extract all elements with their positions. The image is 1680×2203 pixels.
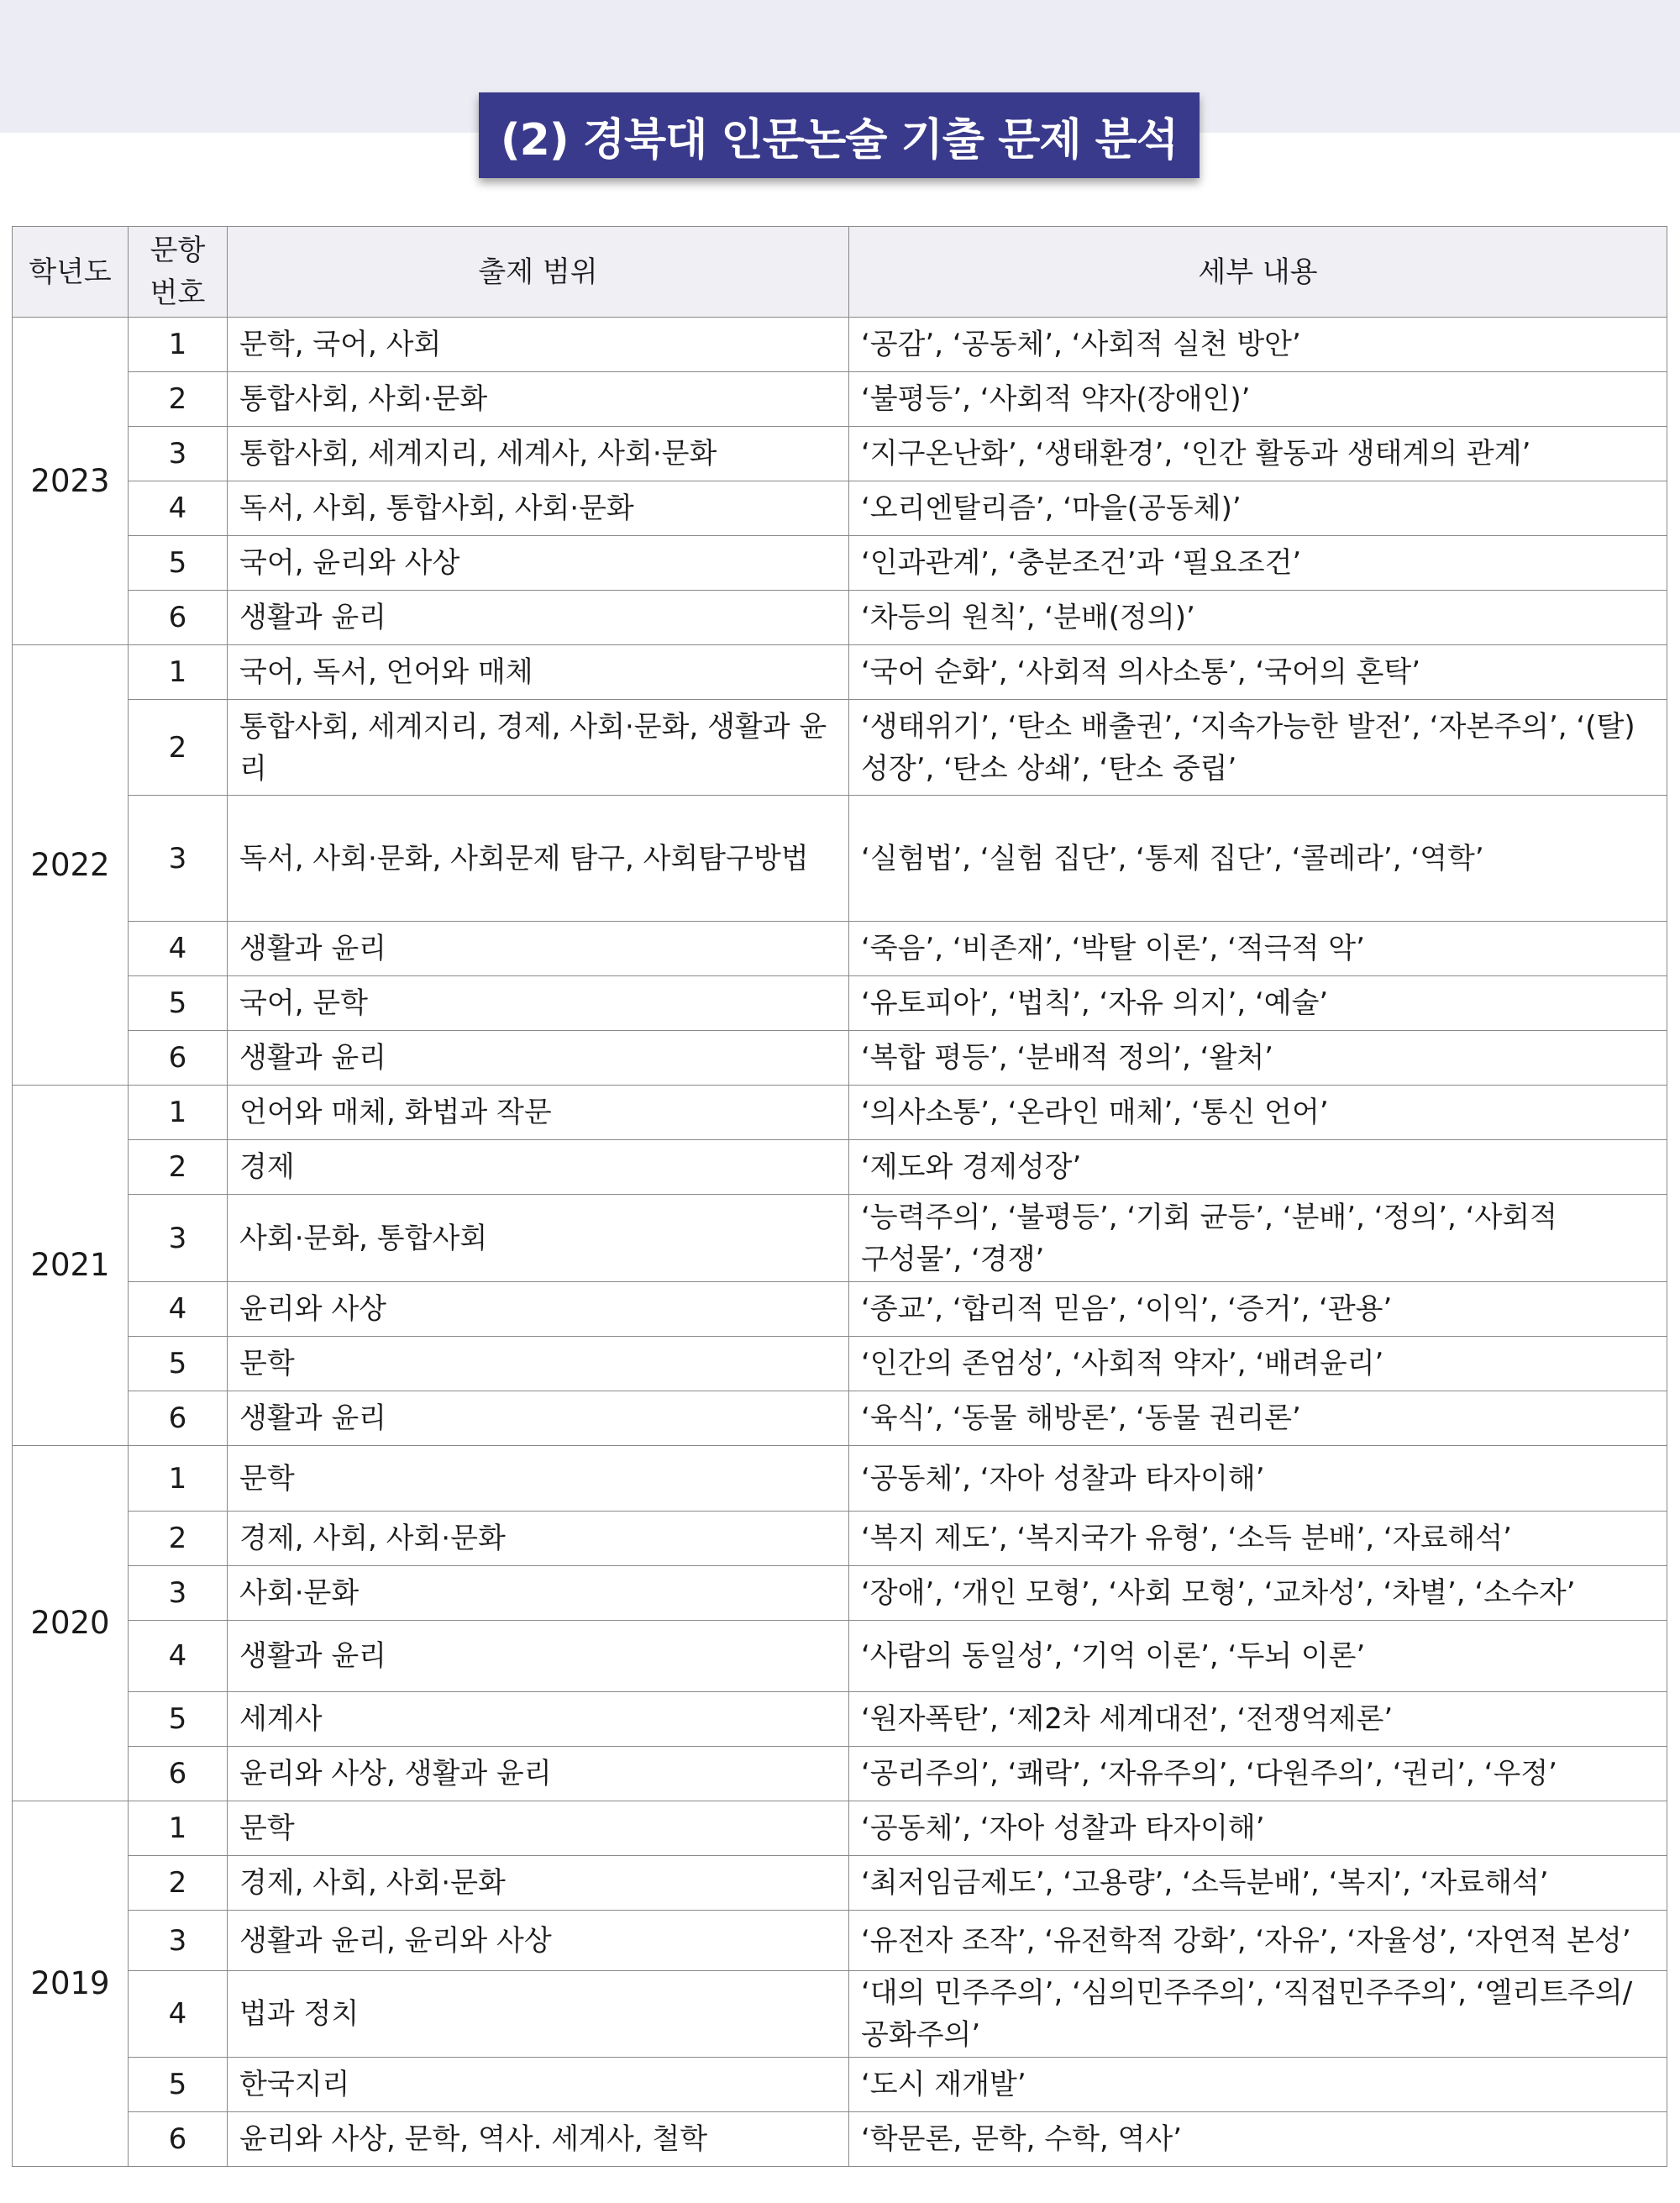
question-number-cell: 6 bbox=[129, 1747, 228, 1801]
table-row bbox=[13, 1566, 1667, 1621]
scope-cell: 한국지리 bbox=[228, 2058, 849, 2112]
detail-cell: ‘죽음’, ‘비존재’, ‘박탈 이론’, ‘적극적 악’ bbox=[849, 922, 1667, 976]
scope-cell: 생활과 윤리 bbox=[228, 1391, 849, 1446]
table-row bbox=[13, 2058, 1667, 2112]
scope-cell: 문학 bbox=[228, 1446, 849, 1512]
table-row bbox=[13, 1692, 1667, 1747]
table-row bbox=[13, 1446, 1667, 1512]
table-row bbox=[13, 1856, 1667, 1911]
header-scope: 출제 범위 bbox=[228, 227, 849, 318]
scope-cell: 생활과 윤리 bbox=[228, 591, 849, 645]
section-title bbox=[479, 92, 1200, 178]
detail-cell: ‘공동체’, ‘자아 성찰과 타자이해’ bbox=[849, 1446, 1667, 1512]
detail-cell: ‘공동체’, ‘자아 성찰과 타자이해’ bbox=[849, 1801, 1667, 1856]
detail-cell: ‘원자폭탄’, ‘제2차 세계대전’, ‘전쟁억제론’ bbox=[849, 1692, 1667, 1747]
detail-cell: ‘차등의 원칙’, ‘분배(정의)’ bbox=[849, 591, 1667, 645]
table-header-row bbox=[13, 227, 1667, 318]
scope-cell: 문학, 국어, 사회 bbox=[228, 318, 849, 372]
scope-cell: 문학 bbox=[228, 1801, 849, 1856]
table-row bbox=[13, 1801, 1667, 1856]
table-row bbox=[13, 1911, 1667, 1971]
scope-cell: 국어, 문학 bbox=[228, 976, 849, 1031]
table-row bbox=[13, 1621, 1667, 1692]
detail-cell: ‘유전자 조작’, ‘유전학적 강화’, ‘자유’, ‘자율성’, ‘자연적 본성’ bbox=[849, 1911, 1667, 1971]
scope-cell: 독서, 사회·문화, 사회문제 탐구, 사회탐구방법 bbox=[228, 796, 849, 922]
detail-cell: ‘생태위기’, ‘탄소 배출권’, ‘지속가능한 발전’, ‘자본주의’, ‘(탈)성장’, ‘탄소 상쇄’, ‘탄소 중립’ bbox=[849, 700, 1667, 796]
question-number-cell: 1 bbox=[129, 1086, 228, 1140]
scope-cell: 통합사회, 사회·문화 bbox=[228, 372, 849, 427]
table-row bbox=[13, 1512, 1667, 1566]
detail-cell: ‘능력주의’, ‘불평등’, ‘기회 균등’, ‘분배’, ‘정의’, ‘사회적 구성물’, ‘경쟁’ bbox=[849, 1195, 1667, 1282]
scope-cell: 독서, 사회, 통합사회, 사회·문화 bbox=[228, 481, 849, 536]
scope-cell: 사회·문화, 통합사회 bbox=[228, 1195, 849, 1282]
question-number-cell: 4 bbox=[129, 1282, 228, 1337]
scope-cell: 윤리와 사상, 문학, 역사. 세계사, 철학 bbox=[228, 2112, 849, 2167]
header-number-line2: 번호 bbox=[150, 276, 206, 310]
year-cell: 2019 bbox=[13, 1801, 129, 2167]
question-number-cell: 2 bbox=[129, 1140, 228, 1195]
detail-cell: ‘공리주의’, ‘쾌락’, ‘자유주의’, ‘다원주의’, ‘권리’, ‘우정’ bbox=[849, 1747, 1667, 1801]
scope-cell: 생활과 윤리 bbox=[228, 922, 849, 976]
table-row bbox=[13, 1391, 1667, 1446]
detail-cell: ‘장애’, ‘개인 모형’, ‘사회 모형’, ‘교차성’, ‘차별’, ‘소수자’ bbox=[849, 1566, 1667, 1621]
detail-cell: ‘공감’, ‘공동체’, ‘사회적 실천 방안’ bbox=[849, 318, 1667, 372]
table-row bbox=[13, 372, 1667, 427]
header-year: 학년도 bbox=[13, 227, 129, 318]
question-number-cell: 4 bbox=[129, 1621, 228, 1692]
question-number-cell: 1 bbox=[129, 1446, 228, 1512]
table-row bbox=[13, 1031, 1667, 1086]
scope-cell: 사회·문화 bbox=[228, 1566, 849, 1621]
question-number-cell: 6 bbox=[129, 2112, 228, 2167]
scope-cell: 문학 bbox=[228, 1337, 849, 1391]
question-number-cell: 6 bbox=[129, 1031, 228, 1086]
question-number-cell: 4 bbox=[129, 1971, 228, 2058]
header-number bbox=[129, 227, 228, 318]
section-title-text: (2) 경북대 인문논술 기출 문제 분석 bbox=[500, 114, 1179, 166]
detail-cell: ‘국어 순화’, ‘사회적 의사소통’, ‘국어의 혼탁’ bbox=[849, 645, 1667, 700]
detail-cell: ‘육식’, ‘동물 해방론’, ‘동물 권리론’ bbox=[849, 1391, 1667, 1446]
detail-cell: ‘불평등’, ‘사회적 약자(장애인)’ bbox=[849, 372, 1667, 427]
detail-cell: ‘복합 평등’, ‘분배적 정의’, ‘왈처’ bbox=[849, 1031, 1667, 1086]
table-row bbox=[13, 1337, 1667, 1391]
detail-cell: ‘제도와 경제성장’ bbox=[849, 1140, 1667, 1195]
detail-cell: ‘유토피아’, ‘법칙’, ‘자유 의지’, ‘예술’ bbox=[849, 976, 1667, 1031]
table-row bbox=[13, 318, 1667, 372]
question-number-cell: 1 bbox=[129, 318, 228, 372]
detail-cell: ‘의사소통’, ‘온라인 매체’, ‘통신 언어’ bbox=[849, 1086, 1667, 1140]
table-row bbox=[13, 1195, 1667, 1282]
question-number-cell: 3 bbox=[129, 427, 228, 481]
question-number-cell: 4 bbox=[129, 481, 228, 536]
table-row bbox=[13, 645, 1667, 700]
question-number-cell: 4 bbox=[129, 922, 228, 976]
question-number-cell: 5 bbox=[129, 1692, 228, 1747]
detail-cell: ‘최저임금제도’, ‘고용량’, ‘소득분배’, ‘복지’, ‘자료해석’ bbox=[849, 1856, 1667, 1911]
question-number-cell: 5 bbox=[129, 536, 228, 591]
table-row bbox=[13, 976, 1667, 1031]
detail-cell: ‘종교’, ‘합리적 믿음’, ‘이익’, ‘증거’, ‘관용’ bbox=[849, 1282, 1667, 1337]
question-number-cell: 3 bbox=[129, 1195, 228, 1282]
table-row bbox=[13, 591, 1667, 645]
detail-cell: ‘지구온난화’, ‘생태환경’, ‘인간 활동과 생태계의 관계’ bbox=[849, 427, 1667, 481]
detail-cell: ‘실험법’, ‘실험 집단’, ‘통제 집단’, ‘콜레라’, ‘역학’ bbox=[849, 796, 1667, 922]
scope-cell: 윤리와 사상, 생활과 윤리 bbox=[228, 1747, 849, 1801]
detail-cell: ‘인간의 존엄성’, ‘사회적 약자’, ‘배려윤리’ bbox=[849, 1337, 1667, 1391]
table-row bbox=[13, 1140, 1667, 1195]
table-row bbox=[13, 1971, 1667, 2058]
scope-cell: 생활과 윤리 bbox=[228, 1031, 849, 1086]
scope-cell: 생활과 윤리 bbox=[228, 1621, 849, 1692]
question-number-cell: 5 bbox=[129, 976, 228, 1031]
detail-cell: ‘학문론, 문학, 수학, 역사’ bbox=[849, 2112, 1667, 2167]
table-row bbox=[13, 1747, 1667, 1801]
table-row bbox=[13, 1282, 1667, 1337]
scope-cell: 국어, 독서, 언어와 매체 bbox=[228, 645, 849, 700]
scope-cell: 통합사회, 세계지리, 세계사, 사회·문화 bbox=[228, 427, 849, 481]
detail-cell: ‘도시 재개발’ bbox=[849, 2058, 1667, 2112]
scope-cell: 경제, 사회, 사회·문화 bbox=[228, 1856, 849, 1911]
header-number-line1: 문항 bbox=[150, 233, 206, 267]
question-number-cell: 3 bbox=[129, 1566, 228, 1621]
question-number-cell: 5 bbox=[129, 1337, 228, 1391]
scope-cell: 언어와 매체, 화법과 작문 bbox=[228, 1086, 849, 1140]
question-number-cell: 6 bbox=[129, 591, 228, 645]
question-number-cell: 5 bbox=[129, 2058, 228, 2112]
detail-cell: ‘대의 민주주의’, ‘심의민주주의’, ‘직접민주주의’, ‘엘리트주의/공화주의’ bbox=[849, 1971, 1667, 2058]
question-number-cell: 3 bbox=[129, 1911, 228, 1971]
detail-cell: ‘사람의 동일성’, ‘기억 이론’, ‘두뇌 이론’ bbox=[849, 1621, 1667, 1692]
question-number-cell: 2 bbox=[129, 1512, 228, 1566]
table-row bbox=[13, 796, 1667, 922]
detail-cell: ‘복지 제도’, ‘복지국가 유형’, ‘소득 분배’, ‘자료해석’ bbox=[849, 1512, 1667, 1566]
scope-cell: 윤리와 사상 bbox=[228, 1282, 849, 1337]
question-number-cell: 2 bbox=[129, 372, 228, 427]
detail-cell: ‘오리엔탈리즘’, ‘마을(공동체)’ bbox=[849, 481, 1667, 536]
scope-cell: 생활과 윤리, 윤리와 사상 bbox=[228, 1911, 849, 1971]
year-cell: 2021 bbox=[13, 1086, 129, 1446]
table-row bbox=[13, 922, 1667, 976]
year-cell: 2022 bbox=[13, 645, 129, 1086]
table-row bbox=[13, 427, 1667, 481]
scope-cell: 경제, 사회, 사회·문화 bbox=[228, 1512, 849, 1566]
scope-cell: 법과 정치 bbox=[228, 1971, 849, 2058]
table-row bbox=[13, 700, 1667, 796]
question-number-cell: 2 bbox=[129, 700, 228, 796]
detail-cell: ‘인과관계’, ‘충분조건’과 ‘필요조건’ bbox=[849, 536, 1667, 591]
question-number-cell: 1 bbox=[129, 1801, 228, 1856]
scope-cell: 세계사 bbox=[228, 1692, 849, 1747]
table-body bbox=[13, 318, 1667, 2167]
table-row bbox=[13, 1086, 1667, 1140]
question-number-cell: 3 bbox=[129, 796, 228, 922]
table-row bbox=[13, 536, 1667, 591]
table-row bbox=[13, 2112, 1667, 2167]
header-detail: 세부 내용 bbox=[849, 227, 1667, 318]
year-cell: 2023 bbox=[13, 318, 129, 645]
scope-cell: 통합사회, 세계지리, 경제, 사회·문화, 생활과 윤리 bbox=[228, 700, 849, 796]
question-number-cell: 1 bbox=[129, 645, 228, 700]
table-row bbox=[13, 481, 1667, 536]
exam-analysis-table bbox=[12, 226, 1667, 2167]
scope-cell: 경제 bbox=[228, 1140, 849, 1195]
scope-cell: 국어, 윤리와 사상 bbox=[228, 536, 849, 591]
year-cell: 2020 bbox=[13, 1446, 129, 1801]
question-number-cell: 2 bbox=[129, 1856, 228, 1911]
question-number-cell: 6 bbox=[129, 1391, 228, 1446]
